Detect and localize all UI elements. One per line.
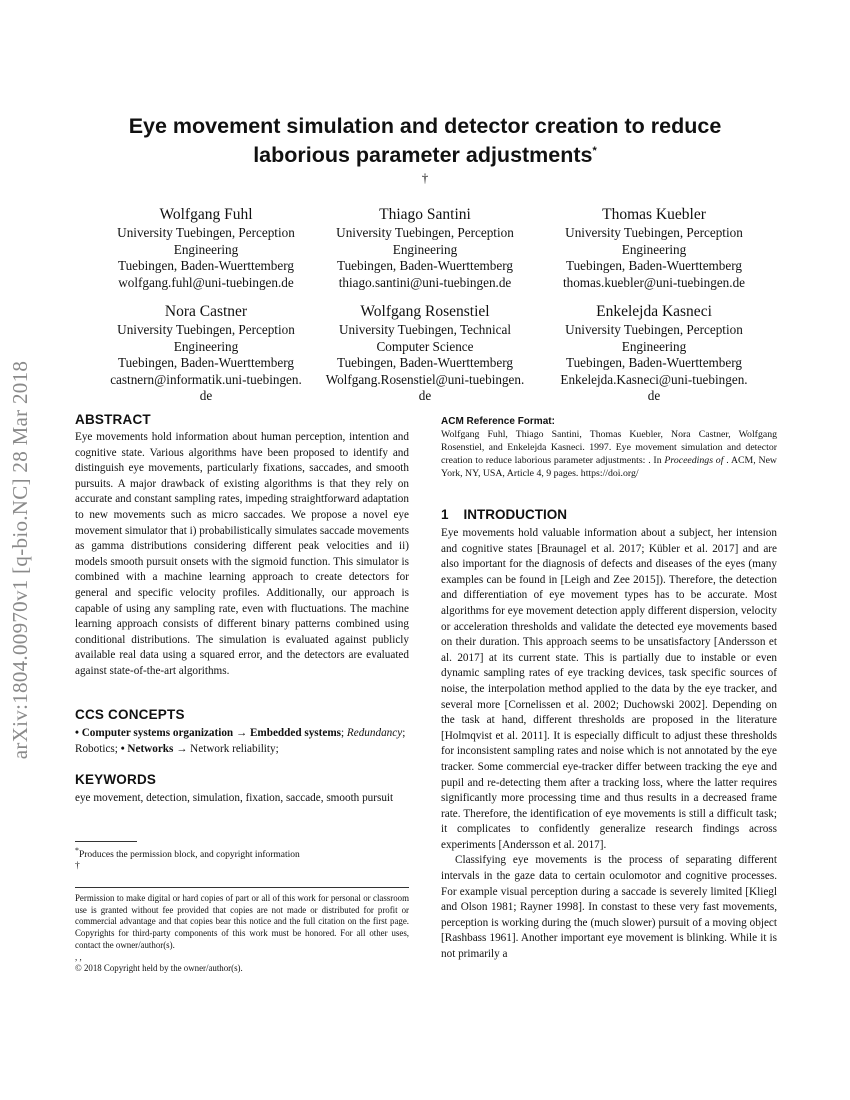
keywords-heading: KEYWORDS <box>75 772 157 787</box>
author-city: Tuebingen, Baden-Wuerttemberg <box>118 355 294 370</box>
title-line-2 <box>75 141 775 170</box>
author-name: Thomas Kuebler <box>602 206 706 223</box>
author-affiliation: University Tuebingen, Technical <box>338 322 512 337</box>
footnote-divider <box>75 841 137 842</box>
author-affiliation: University Tuebingen, Perception <box>565 225 743 240</box>
permission-venue: , , <box>75 951 82 962</box>
footnote-2: † <box>75 861 80 872</box>
author-block-5 <box>316 302 534 405</box>
acm-ref-text <box>441 428 777 480</box>
author-block-3 <box>545 205 763 291</box>
acm-ref-publisher[interactable]: . ACM, New York, NY, USA, Article 4, 9 pages. https://doi.org/ <box>441 455 778 479</box>
author-city: Tuebingen, Baden-Wuerttemberg <box>566 355 742 370</box>
author-affiliation-dept: Engineering <box>173 241 239 257</box>
ccs-term-2: Embedded systems <box>249 727 341 739</box>
footnotes <box>75 845 409 872</box>
introduction-heading: 1 INTRODUCTION <box>441 507 568 522</box>
introduction-paragraph-2: Classifying eye movements is the process of separating different intervals in the gaze data to certain oculomotor and cognitive processes. For example visual perception during a saccade is severely limited [Kliegl and Olson 1981; Rayner 1998]. In constast to these very fast movements, perception is working during the (much slower) pursuit of a moving object [Rashbass 1961]. Another important eye movement is blinking. While it is not primarily a <box>441 854 777 961</box>
footnote-1 <box>75 845 409 861</box>
ccs-heading: CCS CONCEPTS <box>75 707 185 722</box>
abstract-text: Eye movements hold information about human perception, intention and cognitive state. Various algorithms have been proposed to identify and distinguish eye movements, particularly fixations, saccades, and smooth pursuits. A major drawback of existing algorithms is that they rely on accurate and constant sampling rates, impeding straightforward adaptation to new movements such as micro saccades. We propose a novel eye movement simulator that i) probabilistically simulates saccade movements as gamma distributions considering different peak velocities and ii) models smooth pursuit onsets with the sigmoid function. This simulator is combined with a machine learning approach to create detectors for general and specific velocity profiles. Additionally, our approach is capable of using any sampling rate, even with fluctuations. The machine learning approach consists of different binary patterns combined using conditional distributions. The simulation is evaluated against publicly available real data using a squared error, and the detectors are evaluated against state-of-the-art algorithms. <box>75 431 409 677</box>
ccs-term-1: • Computer systems organization <box>75 727 234 739</box>
author-block-1 <box>97 205 315 291</box>
ccs-section <box>75 707 409 757</box>
acm-ref-citation: Wolfgang Fuhl, Thiago Santini, Thomas Kuebler, Nora Castner, Wolfgang Rosenstiel, and Enkelejda Kasneci. 1997. Eye movement simulation and detector creation to reduce laborious parameter adjustments: . In <box>441 429 777 466</box>
author-email[interactable]: thomas.kuebler@uni-tuebingen.de <box>562 274 746 290</box>
permission-block <box>75 893 409 975</box>
author-email[interactable]: Wolfgang.Rosenstiel@uni-tuebingen. <box>325 371 525 387</box>
footnote-1-mark: * <box>75 846 79 855</box>
abstract-section <box>75 412 409 680</box>
author-email[interactable]: thiago.santini@uni-tuebingen.de <box>338 274 512 290</box>
author-affiliation-dept: Engineering <box>392 241 458 257</box>
author-affiliation-dept: Computer Science <box>376 338 474 354</box>
introduction-section <box>441 507 777 963</box>
permission-divider <box>75 887 409 888</box>
author-email[interactable]: Enkelejda.Kasneci@uni-tuebingen. <box>560 371 748 387</box>
permission-copyright: © 2018 Copyright held by the owner/author(s). <box>75 963 243 974</box>
author-affiliation: University Tuebingen, Perception <box>117 225 295 240</box>
author-city: Tuebingen, Baden-Wuerttemberg <box>337 355 513 370</box>
author-email-cont[interactable]: de <box>199 388 213 403</box>
paper-title <box>75 112 775 170</box>
acm-ref-proceedings: Proceedings of <box>664 455 727 466</box>
title-footnote-mark: * <box>592 144 597 157</box>
footnote-1-text: Produces the permission block, and copyright information <box>78 850 300 861</box>
title-line-2-text: laborious parameter adjustments <box>253 143 593 167</box>
author-name: Enkelejda Kasneci <box>596 303 712 320</box>
arxiv-side-label: arXiv:1804.00970v1 [q-bio.NC] 28 Mar 2018 <box>8 360 32 760</box>
author-email-cont[interactable]: de <box>418 388 432 403</box>
title-dagger: † <box>421 170 429 185</box>
ccs-term-3: Redundancy <box>346 727 403 739</box>
ccs-text <box>75 726 409 757</box>
author-block-4 <box>97 302 315 405</box>
title-line-1: Eye movement simulation and detector creation to reduce <box>128 114 722 138</box>
ccs-sep-1: ; <box>341 727 347 739</box>
ccs-sep-2: ; Robotics; <box>75 727 406 755</box>
ccs-term-5: Network reliability; <box>190 742 279 755</box>
acm-ref-heading: ACM Reference Format: <box>441 416 555 427</box>
ccs-arrow-1: → <box>233 727 250 739</box>
author-affiliation: University Tuebingen, Perception <box>336 225 514 240</box>
author-city: Tuebingen, Baden-Wuerttemberg <box>337 258 513 273</box>
author-affiliation-dept: Engineering <box>173 338 239 354</box>
author-affiliation: University Tuebingen, Perception <box>565 322 743 337</box>
keywords-text: eye movement, detection, simulation, fixation, saccade, smooth pursuit <box>75 792 394 804</box>
ccs-term-4: • Networks <box>120 742 174 755</box>
author-name: Nora Castner <box>164 303 248 320</box>
author-affiliation: University Tuebingen, Perception <box>117 322 295 337</box>
author-affiliation-dept: Engineering <box>621 241 687 257</box>
author-email-cont[interactable]: de <box>647 388 661 403</box>
permission-text: Permission to make digital or hard copies of part or all of this work for personal or classroom use is granted without fee provided that copies are not made or distributed for profit or commercial advantage and that copies bear this notice and the full citation on the first page. Copyrights for third-party components of this work must be honored. For all other uses, contact the owner/author(s). <box>75 893 409 950</box>
author-block-6 <box>545 302 763 405</box>
author-name: Wolfgang Rosenstiel <box>360 303 490 320</box>
abstract-heading: ABSTRACT <box>75 412 151 427</box>
author-block-2 <box>316 205 534 291</box>
author-name: Thiago Santini <box>379 206 471 223</box>
keywords-section <box>75 772 409 807</box>
author-name: Wolfgang Fuhl <box>159 206 253 223</box>
acm-reference <box>441 416 777 480</box>
author-city: Tuebingen, Baden-Wuerttemberg <box>566 258 742 273</box>
author-city: Tuebingen, Baden-Wuerttemberg <box>118 258 294 273</box>
author-email[interactable]: wolfgang.fuhl@uni-tuebingen.de <box>118 274 294 290</box>
ccs-arrow-2: → <box>173 742 191 755</box>
introduction-paragraph-1: Eye movements hold valuable information about a subject, her intension and cognitive states [Braunagel et al. 2017; Kübler et al. 2017] and are also important for the diagnosis of defects and diseases of the eyes (many examples can be found in [Leigh and Zee 2015]). Therefore, the detection and differentiation of eye movement types has to be accurate. Most algorithms for eye movement detection apply different dispersion, velocity or acceleration thresholds and validate the detected eye movements based on their duration. This approach seems to be unsatisfactory [Andersson et al. 2017] at its current state. This is partially due to instable or even dynamic sampling rates of eye tracking devices, task specific sources of noise, the interpolation method applied to the data by the eye tracker, and several more [Cornelissen et al. 2002; Duchowski 2002]. Depending on the task at hand, different thresholds are proposed in the literature [Holmqvist et al. 2011]. It is especially difficult to adjust these thresholds for inconsistent sampling rates and noise which is not annotated by the eye tracker. Some commercial eye-tracker differ between tracking the eye and pupil and re-detecting them after a tracking loss, where the latter requires significantly more processing time and thus results in a decreased frame rate. Therefore, the identification of eye movements is still a difficult task; it complicates to confidently generalize research findings across experiments [Andersson et al. 2017]. <box>441 527 777 851</box>
author-email[interactable]: castnern@informatik.uni-tuebingen. <box>110 371 302 387</box>
author-affiliation-dept: Engineering <box>621 338 687 354</box>
